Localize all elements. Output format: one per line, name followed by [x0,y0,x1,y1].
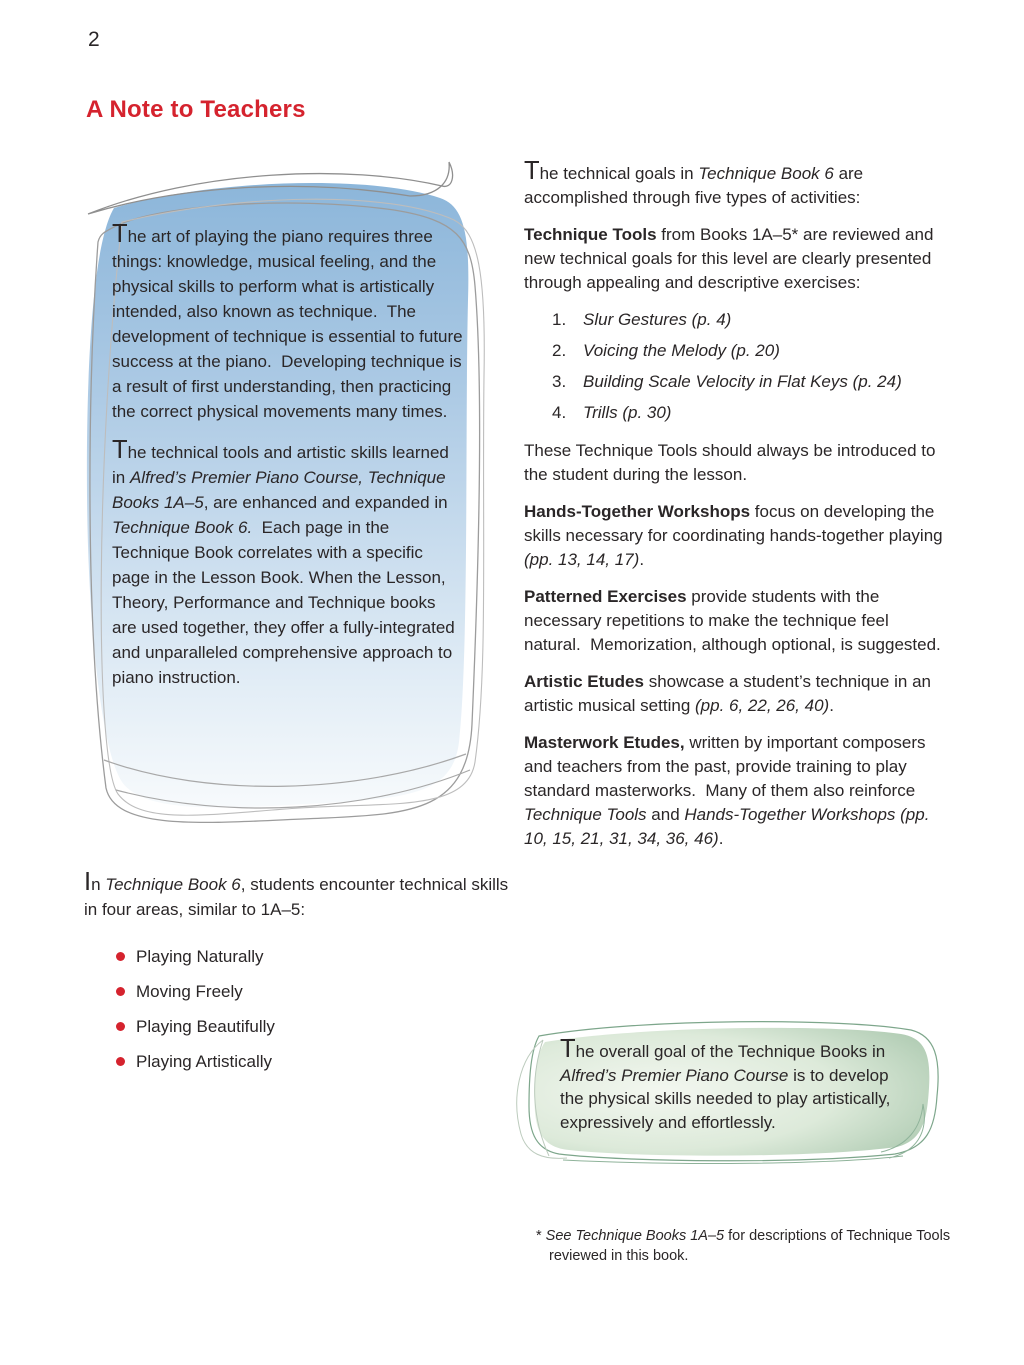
masterwork-etudes-paragraph: Masterwork Etudes, written by important composers and teachers from the past, provide training to play standard masterworks. Many of them also reinforce Technique Tools and Hands-Together Workshops (pp. 10, 15, 21, 31, 34, 36, 46). [524,733,935,848]
patterned-exercises-paragraph: Patterned Exercises provide students with the necessary repetitions to make the technique feel natural. Memorization, although optional, is suggested. [524,587,941,654]
workshops-paragraph: Hands-Together Workshops focus on developing the skills necessary for coordinating hands-together playing (pp. 13, 14, 17). [524,502,948,569]
paragraph: The technical tools and artistic skills learned in Alfred’s Premier Piano Course, Technique Books 1A–5, are enhanced and expanded in Technique Book 6. Each page in the Technique Book correlates with a specific page in the Lesson Book. When the Lesson, Theory, Performance and Technique books are used together, they offer a fully-integrated and unparalleled comprehensive approach to piano instruction. [112,436,460,687]
list-item-label: Moving Freely [136,982,243,1001]
list-item [116,944,509,969]
page-number: 2 [88,28,100,51]
list-item-label: Playing Naturally [136,947,264,966]
list-item [552,308,944,332]
four-areas-intro: In Technique Book 6, students encounter technical skills in four areas, similar to 1A–5: [84,868,513,919]
green-goal-panel [503,1014,943,1166]
list-item-label: Building Scale Velocity in Flat Keys (p. 24) [583,372,902,391]
paragraph: The art of playing the piano requires three things: knowledge, musical feeling, and the physical skills to perform what is artistically intended, also known as technique. The development of technique is essential to future success at the piano. Developing technique is a result of first understanding, then practicing the correct physical movements many times. [112,220,468,421]
page-title: A Note to Teachers [86,96,306,124]
list-item-label: Playing Beautifully [136,1017,275,1036]
list-item [552,401,944,425]
list-item-label: Trills (p. 30) [583,403,672,422]
list-item-label: Slur Gestures (p. 4) [583,310,732,329]
list-item-number: 4. [552,403,567,422]
tools-lesson-paragraph: These Technique Tools should always be introduced to the student during the lesson. [524,441,941,484]
list-item [552,339,944,363]
footnote: * See Technique Books 1A–5 for descriptions of Technique Tools reviewed in this book. [536,1228,955,1264]
activities-column [524,157,948,864]
list-item-label: Voicing the Melody (p. 20) [583,341,780,360]
technique-tools-list [524,308,944,425]
artistic-etudes-paragraph: Artistic Etudes showcase a student’s technique in an artistic musical setting (pp. 6, 22, 26, 40). [524,672,936,715]
bullet-icon [116,1057,125,1066]
four-areas-list [84,944,509,1074]
list-item-number: 3. [552,372,567,391]
technique-tools-paragraph: Technique Tools from Books 1A–5* are reviewed and new technical goals for this level are clearly presented through appealing and descriptive exercises: [524,225,939,292]
bullet-icon [116,952,125,961]
list-item [116,979,509,1004]
list-item [552,370,944,394]
list-item-number: 2. [552,341,567,360]
bullet-icon [116,1022,125,1031]
list-item-number: 1. [552,310,567,329]
blue-panel-text [112,220,468,706]
activities-intro: The technical goals in Technique Book 6 are accomplished through five types of activities: [524,157,868,207]
green-panel-text: The overall goal of the Technique Books in Alfred’s Premier Piano Course is to develop the physical skills needed to play artistically, expressively and effortlessly. [560,1035,896,1132]
list-item [116,1049,509,1074]
bullet-icon [116,987,125,996]
four-areas-section [84,868,513,1084]
list-item [116,1014,509,1039]
blue-note-panel [58,150,508,858]
list-item-label: Playing Artistically [136,1052,273,1071]
